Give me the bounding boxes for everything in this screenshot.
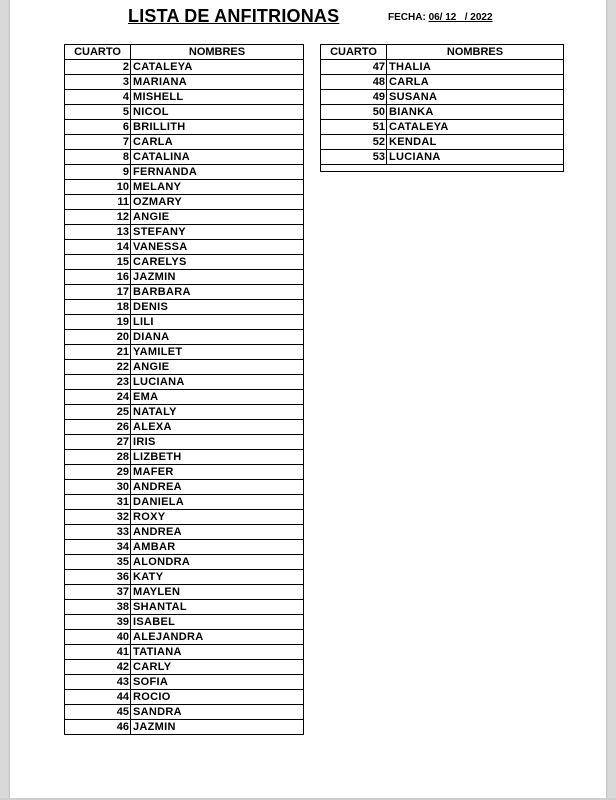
header-cuarto: CUARTO (321, 45, 387, 60)
host-name: LIZBETH (131, 450, 304, 465)
host-name: IRIS (131, 435, 304, 450)
host-name: LUCIANA (387, 150, 564, 165)
room-number: 26 (65, 420, 131, 435)
table-row (65, 705, 304, 720)
room-number: 13 (65, 225, 131, 240)
table-row (65, 225, 304, 240)
table-row (65, 90, 304, 105)
roster-table-left (64, 44, 304, 735)
host-name: VANESSA (131, 240, 304, 255)
room-number: 43 (65, 675, 131, 690)
host-name: CATALEYA (131, 60, 304, 75)
room-number: 21 (65, 345, 131, 360)
host-name: NICOL (131, 105, 304, 120)
table-row (321, 105, 564, 120)
room-number: 15 (65, 255, 131, 270)
room-number: 7 (65, 135, 131, 150)
table-row (321, 135, 564, 150)
table-row (65, 480, 304, 495)
table-row (65, 390, 304, 405)
host-name: STEFANY (131, 225, 304, 240)
room-number: 35 (65, 555, 131, 570)
host-name: KATY (131, 570, 304, 585)
host-name: ISABEL (131, 615, 304, 630)
table-row (65, 375, 304, 390)
host-name: BRILLITH (131, 120, 304, 135)
host-name: TATIANA (131, 645, 304, 660)
host-name: CARLA (387, 75, 564, 90)
host-name: DENIS (131, 300, 304, 315)
room-number: 46 (65, 720, 131, 735)
host-name: ALEXA (131, 420, 304, 435)
room-number: 53 (321, 150, 387, 165)
room-number: 11 (65, 195, 131, 210)
host-name: OZMARY (131, 195, 304, 210)
host-name: SANDRA (131, 705, 304, 720)
room-number: 2 (65, 60, 131, 75)
room-number: 16 (65, 270, 131, 285)
host-name: LILI (131, 315, 304, 330)
room-number: 12 (65, 210, 131, 225)
room-number: 34 (65, 540, 131, 555)
room-number: 18 (65, 300, 131, 315)
table-row (65, 195, 304, 210)
host-name: CARLY (131, 660, 304, 675)
room-number: 48 (321, 75, 387, 90)
room-number: 44 (65, 690, 131, 705)
host-name: DANIELA (131, 495, 304, 510)
host-name: SOFIA (131, 675, 304, 690)
host-name: ROXY (131, 510, 304, 525)
table-row (65, 675, 304, 690)
room-number: 45 (65, 705, 131, 720)
room-number: 40 (65, 630, 131, 645)
table-row (65, 555, 304, 570)
table-row (65, 405, 304, 420)
date-value: 06/ 12 / 2022 (428, 12, 493, 23)
table-row (65, 495, 304, 510)
table-row (65, 660, 304, 675)
table-row (65, 135, 304, 150)
host-name: CATALEYA (387, 120, 564, 135)
room-number: 50 (321, 105, 387, 120)
table-row (65, 60, 304, 75)
table-row (65, 300, 304, 315)
table-row (65, 105, 304, 120)
host-name: CARELYS (131, 255, 304, 270)
room-number: 14 (65, 240, 131, 255)
room-number: 39 (65, 615, 131, 630)
table-row (65, 510, 304, 525)
table-row (321, 150, 564, 165)
room-number: 41 (65, 645, 131, 660)
host-name: ROCIO (131, 690, 304, 705)
room-number: 49 (321, 90, 387, 105)
table-row (65, 435, 304, 450)
table-row (321, 75, 564, 90)
room-number: 37 (65, 585, 131, 600)
host-name: ANDREA (131, 480, 304, 495)
table-row (321, 120, 564, 135)
room-number: 29 (65, 465, 131, 480)
table-row (65, 285, 304, 300)
host-name: SUSANA (387, 90, 564, 105)
host-name: KENDAL (387, 135, 564, 150)
room-number: 32 (65, 510, 131, 525)
host-name: THALIA (387, 60, 564, 75)
table-row (65, 570, 304, 585)
table-row (65, 525, 304, 540)
room-number: 8 (65, 150, 131, 165)
table-row (321, 60, 564, 75)
host-name: JAZMIN (131, 720, 304, 735)
room-number: 20 (65, 330, 131, 345)
host-name: NATALY (131, 405, 304, 420)
table-row (321, 90, 564, 105)
table-row (65, 180, 304, 195)
room-number: 3 (65, 75, 131, 90)
header-cuarto: CUARTO (65, 45, 131, 60)
table-row (65, 360, 304, 375)
header-nombres: NOMBRES (387, 45, 564, 60)
table-row (65, 585, 304, 600)
roster-table-right (320, 44, 564, 165)
host-name: SHANTAL (131, 600, 304, 615)
room-number: 17 (65, 285, 131, 300)
table-row (65, 210, 304, 225)
date-field (388, 12, 493, 23)
table-row (65, 720, 304, 735)
room-number: 31 (65, 495, 131, 510)
room-number: 33 (65, 525, 131, 540)
table-row (65, 120, 304, 135)
table-row (65, 630, 304, 645)
room-number: 5 (65, 105, 131, 120)
table-row (65, 270, 304, 285)
host-name: BIANKA (387, 105, 564, 120)
table-header-row (321, 45, 564, 60)
date-label: FECHA: (388, 12, 426, 23)
room-number: 47 (321, 60, 387, 75)
table-header-row (65, 45, 304, 60)
room-number: 6 (65, 120, 131, 135)
host-name: ALONDRA (131, 555, 304, 570)
room-number: 28 (65, 450, 131, 465)
room-number: 9 (65, 165, 131, 180)
host-name: DIANA (131, 330, 304, 345)
room-number: 36 (65, 570, 131, 585)
host-name: ALEJANDRA (131, 630, 304, 645)
host-name: BARBARA (131, 285, 304, 300)
table-row (65, 315, 304, 330)
room-number: 23 (65, 375, 131, 390)
header-nombres: NOMBRES (131, 45, 304, 60)
room-number: 52 (321, 135, 387, 150)
document-header (128, 6, 528, 32)
host-name: MARIANA (131, 75, 304, 90)
host-name: MAFER (131, 465, 304, 480)
room-number: 4 (65, 90, 131, 105)
table-row (65, 165, 304, 180)
room-number: 30 (65, 480, 131, 495)
table-row (65, 150, 304, 165)
host-name: ANDREA (131, 525, 304, 540)
room-number: 22 (65, 360, 131, 375)
host-name: MAYLEN (131, 585, 304, 600)
room-number: 24 (65, 390, 131, 405)
table-row (65, 645, 304, 660)
table-row (65, 75, 304, 90)
table-row (65, 540, 304, 555)
host-name: LUCIANA (131, 375, 304, 390)
table-row (65, 345, 304, 360)
host-name: CARLA (131, 135, 304, 150)
host-name: MELANY (131, 180, 304, 195)
table-row (65, 465, 304, 480)
host-name: MISHELL (131, 90, 304, 105)
document-title: LISTA DE ANFITRIONAS (128, 6, 340, 26)
room-number: 19 (65, 315, 131, 330)
host-name: ANGIE (131, 360, 304, 375)
room-number: 51 (321, 120, 387, 135)
host-name: JAZMIN (131, 270, 304, 285)
room-number: 42 (65, 660, 131, 675)
table-row (65, 240, 304, 255)
room-number: 25 (65, 405, 131, 420)
host-name: CATALINA (131, 150, 304, 165)
table-row (65, 690, 304, 705)
room-number: 38 (65, 600, 131, 615)
table-row (65, 600, 304, 615)
host-name: ANGIE (131, 210, 304, 225)
table-row (65, 330, 304, 345)
host-name: YAMILET (131, 345, 304, 360)
host-name: EMA (131, 390, 304, 405)
table-row (65, 420, 304, 435)
host-name: FERNANDA (131, 165, 304, 180)
host-name: AMBAR (131, 540, 304, 555)
room-number: 27 (65, 435, 131, 450)
table-row (65, 615, 304, 630)
table-row (65, 255, 304, 270)
table-row (65, 450, 304, 465)
room-number: 10 (65, 180, 131, 195)
